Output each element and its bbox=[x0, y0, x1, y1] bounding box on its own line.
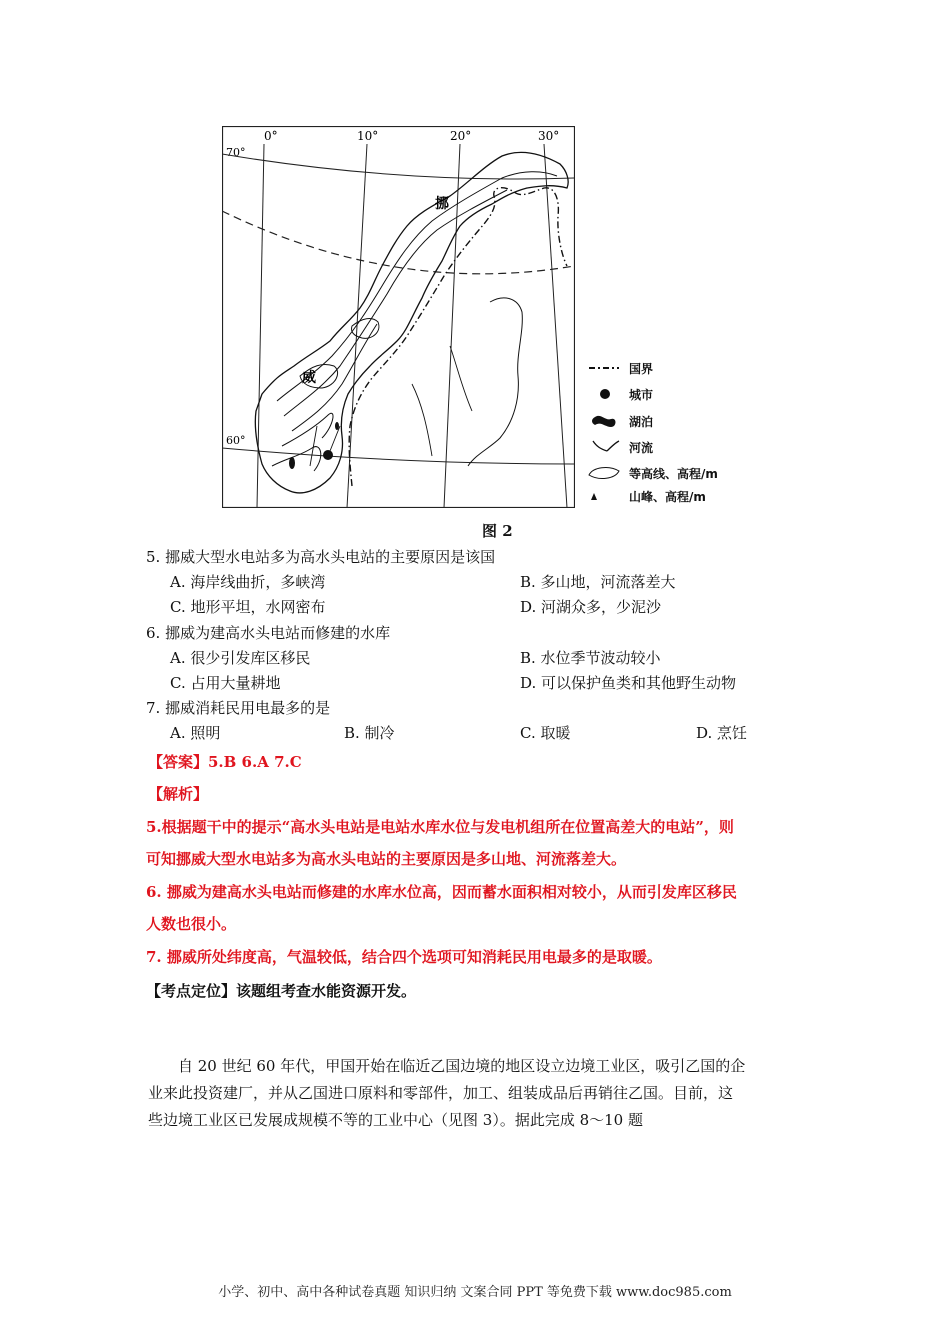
figure-caption: 图 2 bbox=[482, 522, 513, 540]
legend-item: 等高线、高程/m bbox=[585, 463, 718, 483]
country-label-char1: 挪 bbox=[435, 196, 449, 212]
option-b: B. 多山地，河流落差大 bbox=[520, 573, 676, 591]
city-dot-icon bbox=[585, 384, 625, 404]
option-a: A. 海岸线曲折，多峡湾 bbox=[170, 573, 326, 591]
question-stem: 6. 挪威为建高水头电站而修建的水库 bbox=[146, 624, 391, 642]
option-c: C. 地形平坦，水网密布 bbox=[170, 598, 326, 616]
legend-item: 河流 bbox=[585, 437, 653, 457]
analysis-line: 【考点定位】该题组考查水能资源开发。 bbox=[146, 982, 417, 1000]
analysis-title: 【解析】 bbox=[148, 785, 209, 803]
intro-paragraph-line: 些边境工业区已发展成规模不等的工业中心（见图 3）。据此完成 8～10 题 bbox=[148, 1111, 643, 1129]
lake-icon bbox=[585, 411, 625, 431]
norway-map bbox=[222, 126, 575, 508]
contour-line-icon bbox=[585, 463, 625, 483]
longitude-label-10: 10° bbox=[357, 129, 379, 143]
legend-item: 湖泊 bbox=[585, 411, 653, 431]
question-stem: 7. 挪威消耗民用电最多的是 bbox=[146, 699, 331, 717]
option-d: D. 可以保护鱼类和其他野生动物 bbox=[520, 674, 737, 692]
analysis-line: 7. 挪威所处纬度高，气温较低，结合四个选项可知消耗民用电最多的是取暖。 bbox=[146, 948, 662, 966]
peak-triangle-icon bbox=[585, 486, 625, 506]
legend-item: 山峰、高程/m bbox=[585, 486, 706, 506]
intro-paragraph-line: 业来此投资建厂，并从乙国进口原料和零部件，加工、组装成品后再销往乙国。目前，这 bbox=[148, 1084, 734, 1102]
option-a: A. 照明 bbox=[170, 724, 221, 742]
lake-icon bbox=[289, 457, 295, 469]
city-dot-icon bbox=[323, 450, 333, 460]
answer-line: 【答案】5.B 6.A 7.C bbox=[148, 753, 302, 771]
option-c: C. 取暖 bbox=[520, 724, 571, 742]
analysis-line: 5.根据题干中的提示“高水头电站是电站水库水位与发电机组所在位置高差大的电站”，则 bbox=[146, 818, 734, 836]
longitude-label-30: 30° bbox=[538, 129, 560, 143]
analysis-line: 可知挪威大型水电站多为高水头电站的主要原因是多山地、河流落差大。 bbox=[146, 850, 627, 868]
page-footer: 小学、初中、高中各种试卷真题 知识归纳 文案合同 PPT 等免费下载 www.doc985.com bbox=[218, 1285, 732, 1300]
option-a: A. 很少引发库区移民 bbox=[170, 649, 311, 667]
intro-paragraph-line: 自 20 世纪 60 年代，甲国开始在临近乙国边境的地区设立边境工业区，吸引乙国的企 bbox=[178, 1057, 746, 1075]
legend-item: 国界 bbox=[585, 358, 653, 378]
option-b: B. 水位季节波动较小 bbox=[520, 649, 661, 667]
analysis-line: 6. 挪威为建高水头电站而修建的水库水位高，因而蓄水面积相对较小，从而引发库区移民 bbox=[146, 883, 737, 901]
longitude-label-20: 20° bbox=[450, 129, 472, 143]
river-icon bbox=[585, 437, 625, 457]
border-line-icon bbox=[585, 358, 625, 378]
option-d: D. 烹饪 bbox=[696, 724, 748, 742]
option-c: C. 占用大量耕地 bbox=[170, 674, 281, 692]
option-d: D. 河湖众多，少泥沙 bbox=[520, 598, 662, 616]
longitude-label-0: 0° bbox=[264, 129, 278, 143]
latitude-label-60: 60° bbox=[226, 434, 246, 447]
question-stem: 5. 挪威大型水电站多为高水头电站的主要原因是该国 bbox=[146, 548, 496, 566]
analysis-line: 人数也很小。 bbox=[146, 915, 237, 933]
latitude-label-70: 70° bbox=[226, 146, 246, 159]
legend-item: 城市 bbox=[585, 384, 653, 404]
country-label-char2: 威 bbox=[302, 370, 316, 386]
option-b: B. 制冷 bbox=[344, 724, 395, 742]
